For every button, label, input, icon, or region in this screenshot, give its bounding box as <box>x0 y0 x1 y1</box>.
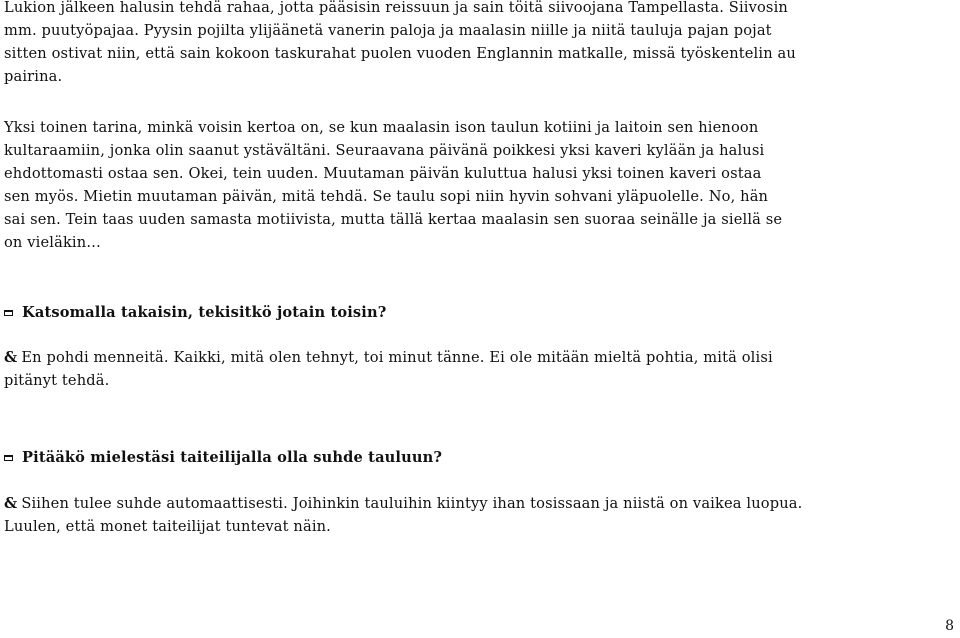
question-2 <box>4 447 442 469</box>
paragraph-2-line-1: Yksi toinen tarina, minkä voisin kertoa on, se kun maalasin ison taulun kotiini ja laitoin sen hienoon <box>4 119 759 136</box>
question-bullet-icon <box>4 310 13 316</box>
answer-2-line-1 <box>4 493 802 515</box>
paragraph-1-line-4: pairina. <box>4 68 63 85</box>
answer-2-line-2: Luulen, että monet taiteilijat tuntevat näin. <box>4 518 331 535</box>
question-bullet-icon <box>4 455 13 461</box>
answer-1-line-2: pitänyt tehdä. <box>4 372 110 389</box>
answer-2-text-1: Siihen tulee suhde automaattisesti. Joihinkin tauluihin kiintyy ihan tosissaan ja niistä on vaikea luopua. <box>21 495 803 512</box>
page-number: 8 <box>945 618 954 634</box>
question-2-text: Pitääkö mielestäsi taiteilijalla olla suhde tauluun? <box>22 449 443 466</box>
answer-1-text-1: En pohdi menneitä. Kaikki, mitä olen tehnyt, toi minut tänne. Ei ole mitään mieltä pohtia, mitä olisi <box>21 349 773 366</box>
paragraph-1-line-2: mm. puutyöpajaa. Pyysin pojilta ylijäänetä vanerin paloja ja maalasin niille ja niitä tauluja pajan pojat <box>4 22 772 39</box>
paragraph-1-line-3: sitten ostivat niin, että sain kokoon taskurahat puolen vuoden Englannin matkalle, missä työskentelin au <box>4 45 796 62</box>
question-1 <box>4 302 386 324</box>
answer-bullet-icon: & <box>4 349 18 366</box>
answer-bullet-icon: & <box>4 495 18 512</box>
paragraph-2-line-6: on vieläkin… <box>4 234 102 251</box>
paragraph-2-line-3: ehdottomasti ostaa sen. Okei, tein uuden. Muutaman päivän kuluttua halusi yksi toinen kaveri ostaa <box>4 165 762 182</box>
question-1-text: Katsomalla takaisin, tekisitkö jotain toisin? <box>22 304 387 321</box>
paragraph-2-line-5: sai sen. Tein taas uuden samasta motiivista, mutta tällä kertaa maalasin sen suoraa seinälle ja siellä se <box>4 211 783 228</box>
paragraph-1-line-1: Lukion jälkeen halusin tehdä rahaa, jotta pääsisin reissuun ja sain töitä siivoojana Tampellasta. Siivosin <box>4 0 788 16</box>
paragraph-2-line-4: sen myös. Mietin muutaman päivän, mitä tehdä. Se taulu sopi niin hyvin sohvani yläpuolelle. No, hän <box>4 188 769 205</box>
answer-1-line-1 <box>4 347 773 369</box>
paragraph-2-line-2: kultaraamiin, jonka olin saanut ystävältäni. Seuraavana päivänä poikkesi yksi kaveri kylään ja halusi <box>4 142 765 159</box>
